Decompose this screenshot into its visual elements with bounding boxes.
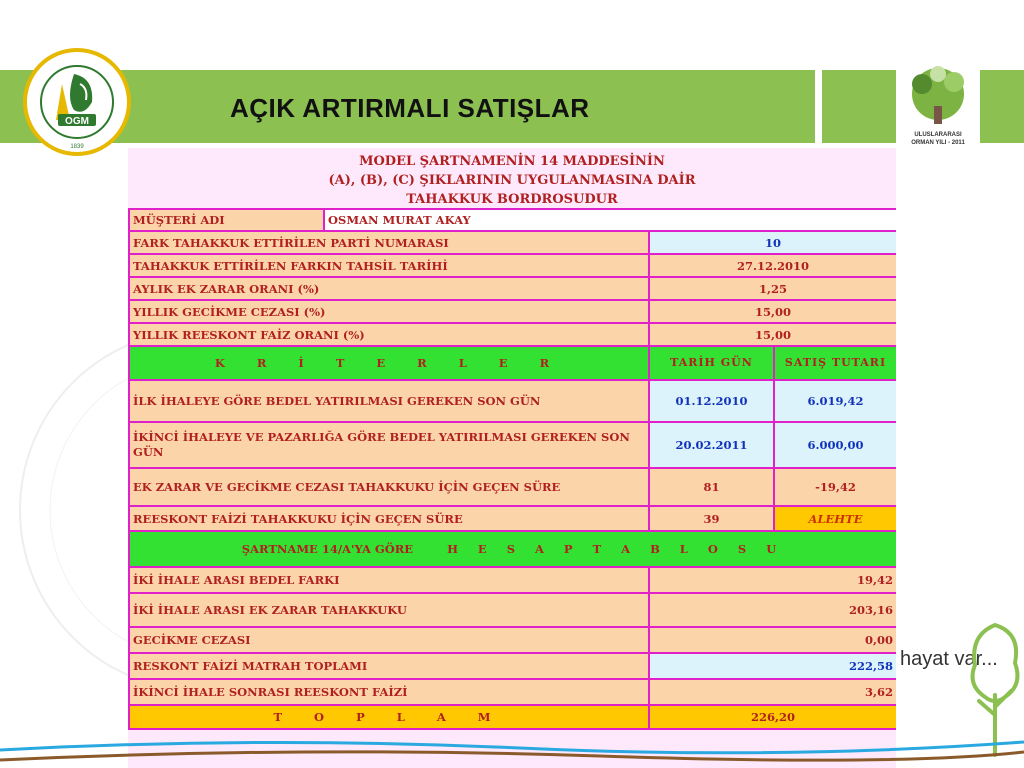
ogm-year: 1839 bbox=[70, 144, 84, 150]
hesap-label: RESKONT FAİZİ MATRAH TOPLAMI bbox=[129, 653, 649, 679]
hesap-value: 3,62 bbox=[649, 679, 896, 705]
hesap-value: 0,00 bbox=[649, 627, 896, 653]
criteria-label: EK ZARAR VE GECİKME CEZASI TAHAKKUKU İÇİN GEÇEN SÜRE bbox=[129, 468, 649, 506]
row-label: FARK TAHAKKUK ETTİRİLEN PARTİ NUMARASI bbox=[129, 231, 649, 254]
criteria-row bbox=[129, 380, 896, 422]
bordro-header-line2: (A), (B), (C) ŞIKLARININ UYGULANMASINA DAİR bbox=[328, 173, 696, 188]
criteria-amount: 6.019,42 bbox=[774, 380, 896, 422]
customer-name: OSMAN MURAT AKAY bbox=[324, 209, 896, 231]
customer-label: MÜŞTERİ ADI bbox=[129, 209, 324, 231]
total-value: 226,20 bbox=[649, 705, 896, 729]
bordro-header-line3: TAHAKKUK BORDROSUDUR bbox=[406, 192, 618, 207]
row-value: 15,00 bbox=[649, 300, 896, 323]
criteria-amount: ALEHTE bbox=[774, 506, 896, 531]
orman-yili-line1: ULUSLARARASI bbox=[914, 132, 962, 138]
row-value: 1,25 bbox=[649, 277, 896, 300]
table-row bbox=[129, 231, 896, 254]
row-value: 15,00 bbox=[649, 323, 896, 346]
bordro-table bbox=[128, 208, 896, 730]
hesap-row bbox=[129, 653, 896, 679]
customer-row bbox=[129, 209, 896, 231]
tagline: hayat var... bbox=[900, 648, 998, 670]
row-label: YILLIK REESKONT FAİZ ORANI (%) bbox=[129, 323, 649, 346]
hesap-row bbox=[129, 627, 896, 653]
hesap-label: İKİ İHALE ARASI EK ZARAR TAHAKKUKU bbox=[129, 593, 649, 627]
criteria-date: 01.12.2010 bbox=[649, 380, 774, 422]
row-value: 10 bbox=[649, 231, 896, 254]
criteria-label: İKİNCİ İHALEYE VE PAZARLIĞA GÖRE BEDEL YATIRILMASI GEREKEN SON GÜN bbox=[129, 422, 649, 468]
criteria-label: REESKONT FAİZİ TAHAKKUKU İÇİN GEÇEN SÜRE bbox=[129, 506, 649, 531]
hesap-row bbox=[129, 679, 896, 705]
table-row bbox=[129, 254, 896, 277]
criteria-row bbox=[129, 422, 896, 468]
bottom-waves-icon bbox=[0, 728, 1024, 768]
hesap-row bbox=[129, 567, 896, 593]
ogm-abbr: OGM bbox=[65, 116, 89, 127]
row-label: YILLIK GECİKME CEZASI (%) bbox=[129, 300, 649, 323]
hesap-header bbox=[129, 531, 896, 567]
row-label: TAHAKKUK ETTİRİLEN FARKIN TAHSİL TARİHİ bbox=[129, 254, 649, 277]
criteria-date-header: TARİH GÜN bbox=[649, 346, 774, 380]
criteria-row bbox=[129, 468, 896, 506]
row-value: 27.12.2010 bbox=[649, 254, 896, 277]
total-label: T O P L A M bbox=[129, 705, 649, 729]
table-row bbox=[129, 277, 896, 300]
bordro-header bbox=[128, 152, 896, 209]
hesap-row bbox=[129, 593, 896, 627]
forest-year-icon bbox=[896, 60, 980, 152]
criteria-date: 39 bbox=[649, 506, 774, 531]
hesap-label: İKİNCİ İHALE SONRASI REESKONT FAİZİ bbox=[129, 679, 649, 705]
criteria-date: 20.02.2011 bbox=[649, 422, 774, 468]
criteria-date: 81 bbox=[649, 468, 774, 506]
orman-yili-logo bbox=[896, 60, 980, 152]
criteria-amount-header: SATIŞ TUTARI bbox=[774, 346, 896, 380]
criteria-label: İLK İHALEYE GÖRE BEDEL YATIRILMASI GEREKEN SON GÜN bbox=[129, 380, 649, 422]
hesap-label: GECİKME CEZASI bbox=[129, 627, 649, 653]
row-label: AYLIK EK ZARAR ORANI (%) bbox=[129, 277, 649, 300]
hesap-value: 222,58 bbox=[649, 653, 896, 679]
ogm-logo-icon bbox=[22, 44, 132, 162]
hesap-label: İKİ İHALE ARASI BEDEL FARKI bbox=[129, 567, 649, 593]
criteria-header-row bbox=[129, 346, 896, 380]
orman-yili-line2: ORMAN YILI - 2011 bbox=[911, 140, 965, 146]
slide-title: AÇIK ARTIRMALI SATIŞLAR bbox=[230, 93, 590, 123]
tahakkuk-bordro bbox=[128, 148, 896, 768]
table-row bbox=[129, 323, 896, 346]
hesap-header-b: H E S A P T A B L O S U bbox=[447, 542, 785, 556]
hesap-header-row bbox=[129, 531, 896, 567]
bordro-header-line1: MODEL ŞARTNAMENİN 14 MADDESİNİN bbox=[359, 154, 665, 169]
criteria-row bbox=[129, 506, 896, 531]
total-row bbox=[129, 705, 896, 729]
table-row bbox=[129, 300, 896, 323]
criteria-amount: -19,42 bbox=[774, 468, 896, 506]
hesap-value: 203,16 bbox=[649, 593, 896, 627]
criteria-header: K R İ T E R L E R bbox=[129, 346, 649, 380]
criteria-amount: 6.000,00 bbox=[774, 422, 896, 468]
hesap-header-a: ŞARTNAME 14/A'YA GÖRE bbox=[241, 542, 414, 556]
hesap-value: 19,42 bbox=[649, 567, 896, 593]
